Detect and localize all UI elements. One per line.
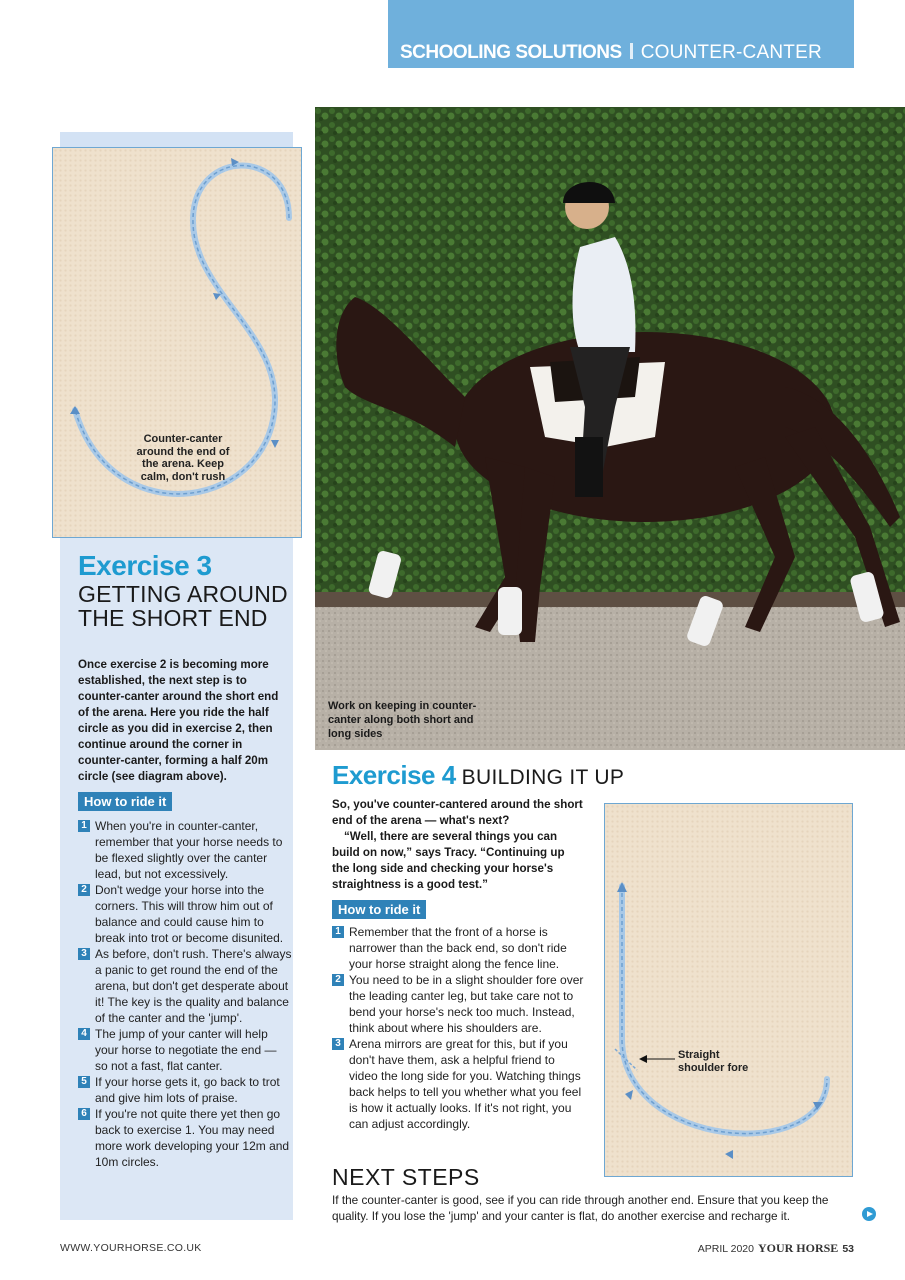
footer-page-number: 53	[842, 1243, 854, 1255]
step-number: 3	[332, 1038, 344, 1050]
step-text: If your horse gets it, go back to trot and give him lots of praise.	[95, 1075, 280, 1105]
step-text: Arena mirrors are great for this, but if you don't have them, ask a helpful friend to video the long side for you. Watching things back helps to tell you whether what you feel is how it actually looks. If it's not right, you can adjust accordingly.	[349, 1037, 582, 1131]
exercise4-intro-question: So, you've counter-cantered around the short end of the arena — what's next?	[332, 798, 583, 827]
step-text: As before, don't rush. There's always a panic to get round the end of the arena, but don't get desperate about it! The key is the quality and balance of the canter and the 'jump'.	[95, 947, 292, 1025]
list-item	[78, 882, 292, 946]
header-title	[400, 42, 822, 64]
step-number: 1	[78, 820, 90, 832]
photo-caption	[328, 699, 478, 741]
exercise4-heading	[332, 760, 624, 791]
list-item	[78, 1106, 292, 1170]
next-steps-title: NEXT STEPS	[332, 1164, 480, 1190]
step-text: When you're in counter-canter, remember that your horse needs to be flexed slightly over the canter lead, but not excessively.	[95, 819, 283, 881]
step-number: 4	[78, 1028, 90, 1040]
footer-page-info	[698, 1241, 854, 1256]
header-section: SCHOOLING SOLUTIONS	[400, 42, 622, 63]
arena-diagram-long-side	[604, 803, 853, 1177]
exercise3-intro: Once exercise 2 is becoming more established, the next step is to counter-canter around the short end of the arena. Here you ride the half circle as you did in exercise 2, then continue around the corner in counter-canter, forming a half 20m circle (see diagram above).	[78, 658, 279, 783]
step-text: You need to be in a slight shoulder fore over the leading canter leg, but take care not to bend your horse's neck too much. Instead, think about where his shoulders are.	[349, 973, 584, 1035]
list-item	[332, 1036, 586, 1132]
list-item	[78, 946, 292, 1026]
next-steps-text: If the counter-canter is good, see if you can ride through another end. Ensure that you keep the quality. If you lose the 'jump' and your canter is flat, do another exercise and recharge it.	[332, 1193, 829, 1223]
step-number: 2	[332, 974, 344, 986]
footer-date: APRIL 2020	[697, 1243, 754, 1255]
header-divider	[630, 43, 633, 59]
exercise4-steps	[332, 924, 586, 1132]
shoulder-fore-path-diagram	[605, 804, 851, 1175]
exercise3-title: Exercise 3	[78, 550, 212, 581]
diagram2-caption-line1: Straight	[678, 1049, 720, 1061]
photo-caption-text: Work on keeping in counter-canter along both short and long sides	[328, 700, 477, 740]
list-item	[78, 1074, 292, 1106]
exercise4-intro-quote: “Well, there are several things you can build on now,” says Tracy. “Continuing up the long side and checking your horse's straightness is a good test.”	[332, 830, 565, 891]
exercise4-how-tag: How to ride it	[332, 900, 426, 919]
list-item	[78, 1026, 292, 1074]
header-topic: COUNTER-CANTER	[640, 42, 822, 63]
footer-website: WWW.YOURHORSE.CO.UK	[60, 1242, 202, 1254]
exercise3-how-tag: How to ride it	[78, 792, 172, 811]
exercise3-steps	[78, 818, 292, 1170]
exercise4-title: Exercise 4	[332, 760, 456, 790]
list-item	[332, 924, 586, 972]
exercise3-subtitle: GETTING AROUND THE SHORT END	[78, 581, 288, 631]
step-number: 5	[78, 1076, 90, 1088]
diagram2-caption-line2: shoulder fore	[678, 1061, 749, 1074]
list-item	[78, 818, 292, 882]
step-text: Remember that the front of a horse is narrower than the back end, so don't ride your horse straight along the fence line.	[349, 925, 567, 971]
step-number: 6	[78, 1108, 90, 1120]
step-number: 3	[78, 948, 90, 960]
diagram1-caption: Counter-canter around the end of the arena. Keep calm, don't rush	[136, 433, 230, 483]
list-item	[332, 972, 586, 1036]
step-number: 2	[78, 884, 90, 896]
exercise4-subtitle: BUILDING IT UP	[461, 766, 625, 789]
photo-illustration	[315, 107, 905, 750]
continue-arrow-icon	[862, 1207, 876, 1221]
rider-horse-photo	[315, 107, 905, 750]
exercise4-intro	[332, 797, 584, 893]
sidebar-tab	[60, 132, 293, 148]
step-text: Don't wedge your horse into the corners. This will throw him out of balance and could cause him to break into trot or become disunited.	[95, 883, 284, 945]
step-text: The jump of your canter will help your horse to negotiate the end — so not a fast, flat canter.	[95, 1027, 277, 1073]
step-text: If you're not quite there yet then go back to exercise 1. You may need more work developing your 12m and 10m circles.	[95, 1107, 290, 1169]
step-number: 1	[332, 926, 344, 938]
footer-magazine: YOUR HORSE	[757, 1241, 839, 1255]
diagram2-caption	[678, 1049, 748, 1074]
